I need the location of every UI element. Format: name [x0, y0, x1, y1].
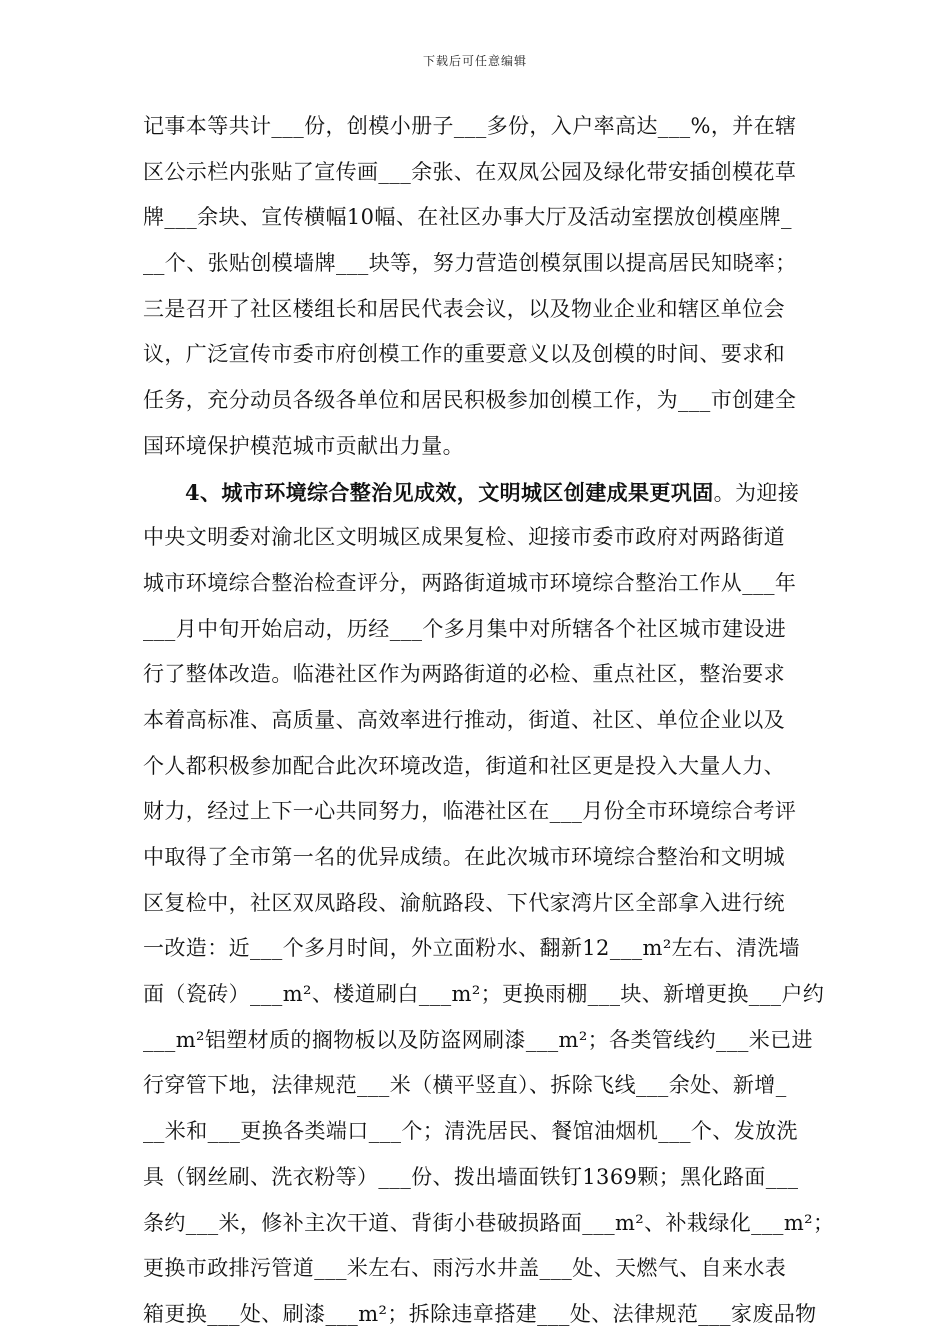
paragraph-line: 条约___米，修补主次干道、背街小巷破损路面___m²、补栽绿化___m²；: [143, 1210, 835, 1235]
paragraph-line: 中取得了全市第一名的优异成绩。在此次城市环境综合整治和文明城: [143, 845, 785, 869]
section-heading-line: [143, 470, 815, 516]
paragraph-line: 一改造：近___个多月时间，外立面粉水、翻新12___m²左右、清洗墙: [143, 936, 801, 961]
paragraph-line: 城市环境综合整治检查评分，两路街道城市环境综合整治工作从___年: [143, 570, 797, 595]
section-heading: 4、城市环境综合整治见成效，文明城区创建成果更巩固: [185, 479, 714, 505]
paragraph-line: 中央文明委对渝北区文明城区成果复检、迎接市委市政府对两路街道: [143, 525, 785, 550]
paragraph-line: __米和___更换各类端口___个；清洗居民、餐馆油烟机___个、发放洗: [143, 1119, 798, 1144]
page-header: 下载后可任意编辑: [422, 54, 527, 68]
paragraph-line: 更换市政排污管道___米左右、雨污水井盖___处、天燃气、自来水表: [143, 1256, 787, 1281]
paragraph-line: 议，广泛宣传市委市府创模工作的重要意义以及创模的时间、要求和: [143, 342, 785, 367]
paragraph-line: 个人都积极参加配合此次环境改造，街道和社区更是投入大量人力、: [143, 753, 785, 778]
section-heading-tail: 。为迎接: [713, 480, 800, 505]
paragraph-line: 面（瓷砖）___m²、楼道刷白___m²；更换雨棚___块、新增更换___户约: [143, 982, 825, 1007]
paragraph-line: 任务，充分动员各级各单位和居民积极参加创模工作，为___市创建全: [143, 388, 797, 413]
paragraph-line: 记事本等共计___份，创模小册子___多份，入户率高达___%，并在辖: [143, 114, 797, 138]
paragraph-line: 箱更换___处、刷漆___m²；拆除违章搭建___处、法律规范___家废品物: [143, 1301, 817, 1326]
paragraph-line: __个、张贴创模墙牌___块等，努力营造创模氛围以提高居民知晓率；: [143, 251, 797, 276]
paragraph-line: 牌___余块、宣传横幅10幅、在社区办事大厅及活动室摆放创模座牌_: [143, 205, 792, 230]
paragraph-line: 区复检中，社区双凤路段、渝航路段、下代家湾片区全部拿入进行统: [143, 890, 785, 915]
paragraph-line: 国环境保护模范城市贡献出力量。: [143, 433, 464, 458]
paragraph-line: ___m²铝塑材质的搁物板以及防盗网刷漆___m²；各类管线约___米已进: [143, 1027, 813, 1052]
paragraph-line: 本着高标准、高质量、高效率进行推动，街道、社区、单位企业以及: [143, 707, 785, 732]
paragraph-line: 行了整体改造。临港社区作为两路街道的必检、重点社区，整治要求: [143, 662, 785, 687]
paragraph-line: 财力，经过上下一心共同努力，临港社区在___月份全市环境综合考评: [143, 799, 797, 824]
paragraph-line: ___月中旬开始启动，历经___个多月集中对所辖各个社区城市建设进: [143, 616, 787, 641]
document-body: [143, 104, 835, 1338]
paragraph-line: 三是召开了社区楼组长和居民代表会议，以及物业企业和辖区单位会: [143, 296, 785, 321]
paragraph-line: 行穿管下地，法律规范___米（横平竖直）、拆除飞线___余处、新增_: [143, 1073, 787, 1098]
paragraph-line: 具（钢丝刷、洗衣粉等）___份、拨出墙面铁钉1369颗；黑化路面___: [143, 1164, 799, 1189]
paragraph-line: 区公示栏内张贴了宣传画___余张、在双凤公园及绿化带安插创模花草: [143, 159, 797, 184]
